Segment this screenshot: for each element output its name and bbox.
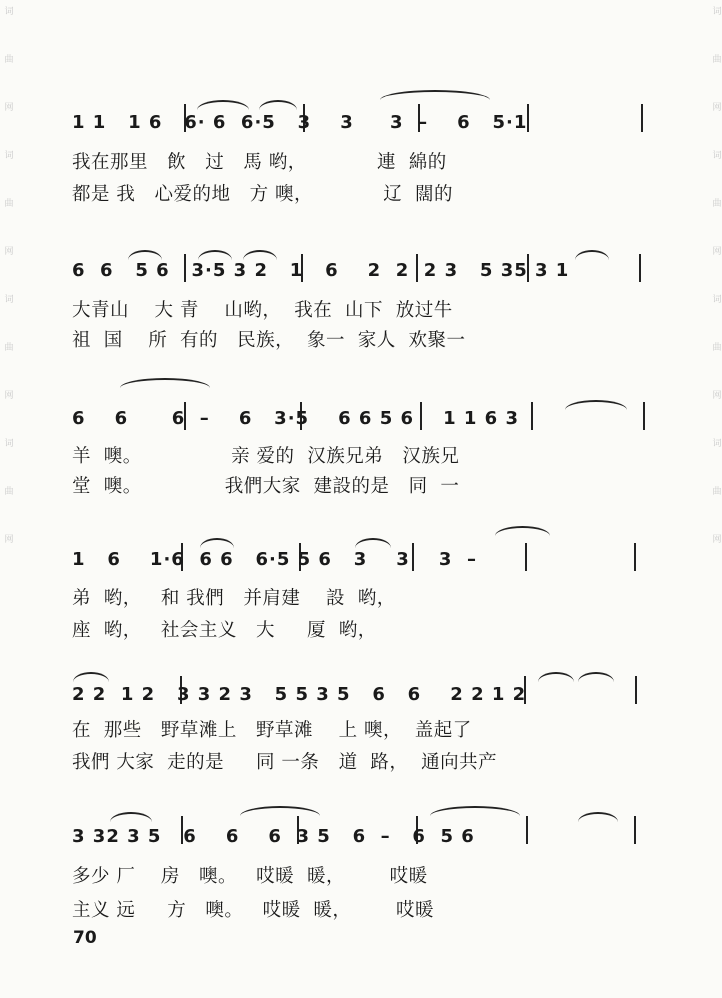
lyric-verse-1: 弟 哟， 和 我們 并肩建 設 哟， [72,588,396,609]
slur [197,100,249,110]
watermark-char: 网 [710,534,721,544]
watermark-char: 网 [2,246,13,256]
lyric-verse-2: 祖 国 所 有的 民族， 象一 家人 欢聚一 [72,330,466,351]
left-watermark-strip [0,0,14,998]
tie [380,90,490,100]
lyric-verse-2: 都是 我 心爱的地 方 噢， 辽 闊的 [72,184,453,205]
bar-line [641,104,643,132]
watermark-char: 曲 [2,198,13,208]
watermark-char: 网 [2,390,13,400]
bar-line [643,402,645,430]
slur [355,538,391,548]
slur [128,250,162,260]
watermark-char: 词 [2,150,13,160]
watermark-char: 曲 [710,198,721,208]
notation-line: 1 1 1 6 6· 6 6·5 3 3 3 – 6 5·1 [72,112,528,133]
watermark-char: 曲 [2,54,13,64]
watermark-char: 网 [710,246,721,256]
bar-line [525,543,527,571]
slur [565,400,627,410]
watermark-char: 曲 [710,54,721,64]
watermark-char: 词 [710,6,721,16]
watermark-char: 网 [2,102,13,112]
bar-line [639,254,641,282]
watermark-char: 词 [2,294,13,304]
slur [73,672,109,682]
lyric-verse-1: 大青山 大 青 山哟， 我在 山下 放过牛 [72,300,453,321]
slur [538,672,574,682]
bar-line [531,402,533,430]
right-watermark-strip [708,0,722,998]
watermark-char: 曲 [710,486,721,496]
page-number: 70 [73,928,97,948]
lyric-verse-1: 在 那些 野草滩上 野草滩 上 噢， 盖起了 [72,720,472,741]
tie [120,378,210,388]
lyric-verse-1: 我在那里 飲 过 馬 哟， 連 綿的 [72,152,447,173]
watermark-char: 曲 [2,342,13,352]
notation-line: 6 6 6 – 6 3·5 6 6 5 6 1 1 6 3 [72,408,519,429]
watermark-char: 曲 [710,342,721,352]
slur [200,538,234,548]
tie [430,806,520,816]
watermark-char: 曲 [2,486,13,496]
slur [198,250,232,260]
notation-line: 6 6 5 6 3·5 3 2 1 6 2 2 2 3 5 35 3 1 [72,260,570,281]
slur [578,672,614,682]
watermark-char: 词 [710,294,721,304]
slur [578,812,618,822]
lyric-verse-2: 主义 远 方 噢。 哎暖 暖， 哎暖 [72,900,434,921]
slur [243,250,277,260]
lyric-verse-1: 多少 厂 房 噢。 哎暖 暖， 哎暖 [72,866,428,887]
lyric-verse-2: 座 哟， 社会主义 大 厦 哟， [72,620,377,641]
slur [575,250,609,260]
lyric-verse-2: 我們 大家 走的是 同 一条 道 路， 通向共产 [72,752,498,773]
bar-line [634,543,636,571]
lyric-verse-1: 羊 噢。 亲 爱的 汉族兄弟 汉族兄 [72,446,460,467]
slur [259,100,297,110]
watermark-char: 词 [2,438,13,448]
watermark-char: 词 [710,438,721,448]
bar-line [635,676,637,704]
slur [110,812,152,822]
watermark-char: 词 [710,150,721,160]
watermark-char: 词 [2,6,13,16]
lyric-verse-2: 堂 噢。 我們大家 建設的是 同 一 [72,476,460,497]
notation-line: 1 6 1·6 6 6 6·5 5 6 3 3 3 – [72,549,477,570]
bar-line [526,816,528,844]
watermark-char: 网 [710,102,721,112]
notation-line: 2 2 1 2 3 3 2 3 5 5 3 5 6 6 2 2 1 2 [72,684,527,705]
bar-line [634,816,636,844]
watermark-char: 网 [710,390,721,400]
tie [495,526,550,536]
tie [240,806,320,816]
notation-line: 3 32 3 5 6 6 6 3 5 6 – 6 5 6 [72,826,475,847]
watermark-char: 网 [2,534,13,544]
